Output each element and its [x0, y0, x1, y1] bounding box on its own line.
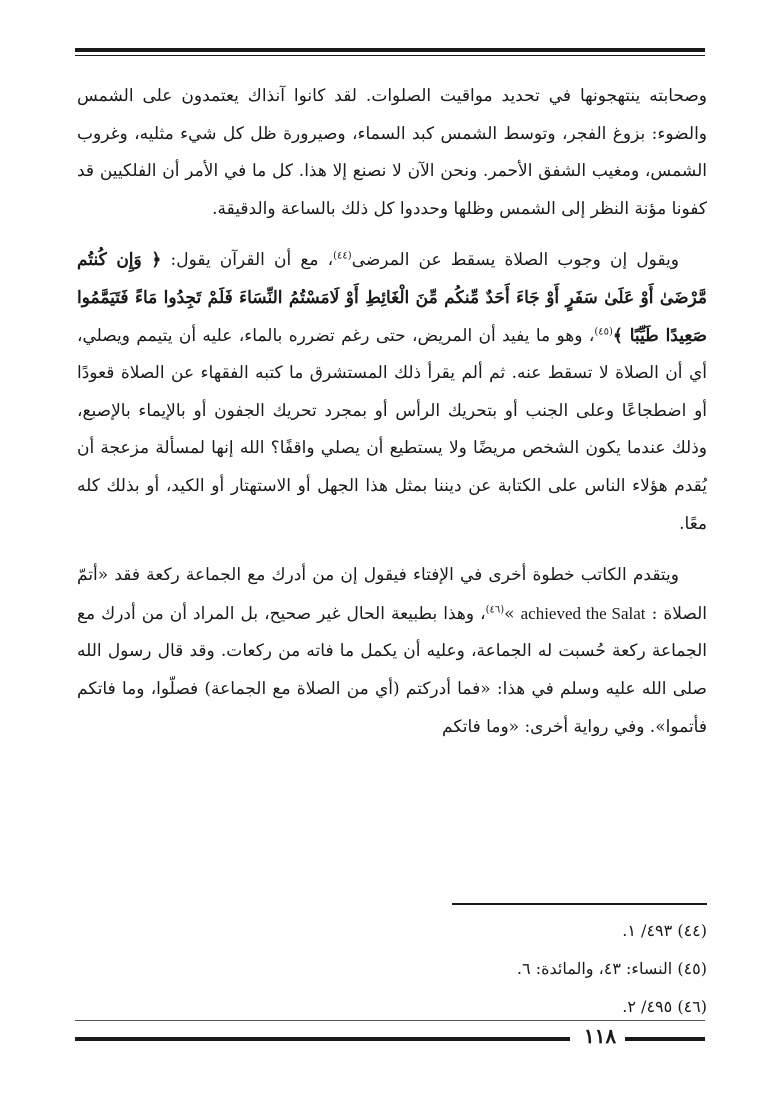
footnote-ref-44: (٤٤)	[333, 250, 352, 262]
page-footer	[75, 1020, 705, 1050]
paragraph-3-part-a: ويتقدم الكاتب خطوة أخرى في الإفتاء فيقول إن من أدرك مع الجماعة ركعة فقد «أتمّ الصلاة :	[77, 565, 708, 624]
footnote-ref-46: (٤٦)	[485, 604, 505, 616]
header-rule	[75, 48, 705, 56]
header-rule-thick	[75, 48, 705, 52]
paragraph-2-part-b: ، مع أن القرآن يقول:	[170, 250, 334, 271]
quran-verse: ﴿ وَإِن كُنتُم مَّرْضَىٰ أَوْ عَلَىٰ سَفَرٍ أَوْ جَاءَ أَحَدٌ مِّنكُم مِّنَ الْغَائِطِ أَوْ لَامَسْتُمُ النِّسَاءَ فَلَمْ تَجِدُوا مَاءً فَتَيَمَّمُوا صَعِيدًا طَيِّبًا ﴾	[77, 250, 707, 346]
footer-bar-left	[75, 1037, 570, 1041]
latin-phrase: achieved the Salat	[520, 603, 646, 623]
main-text	[77, 78, 707, 746]
header-rule-thin	[75, 55, 705, 56]
footnote-46: (٤٦) ٤٩٥/ ٢.	[622, 997, 707, 1016]
footnote-44: (٤٤) ٤٩٣/ ١.	[622, 921, 707, 940]
paragraph-3-part-c: ، وهذا بطبيعة الحال غير صحيح، بل المراد أن من أدرك مع الجماعة ركعة حُسبت له الجماعة، وعليه أن يكمل ما فاته من ركعات. وقد قال رسول الله صلى الله عليه وسلم في هذا: «فما أدركتم (أي من الصلاة مع الجماعة) فصلّوا، وما فاتكم فأتموا». وفي رواية أخرى: «وما فاتكم	[77, 603, 707, 737]
footer-bar-right	[625, 1037, 705, 1041]
footer-hairline	[75, 1020, 705, 1021]
paragraph-2-part-a: ويقول إن وجوب الصلاة يسقط عن المرضى	[351, 250, 680, 271]
footnote-separator	[452, 903, 707, 905]
paragraph-3-quote-close: »	[504, 603, 515, 624]
paragraph-1: وصحابته ينتهجونها في تحديد مواقيت الصلوات. لقد كانوا آنذاك يعتمدون على الشمس والضوء: بزوغ الفجر، وتوسط الشمس كبد السماء، وصيرورة ظل كل شيء مثليه، وغروب الشمس، ومغيب الشفق الأحمر. ونحن الآن لا نصنع إلا هذا. كل ما في الأمر أن الفلكيين قد كفونا مؤنة النظر إلى الشمس وظلها وحددوا كل ذلك بالساعة والدقيقة.	[77, 86, 707, 219]
paragraph-2	[77, 242, 707, 543]
page-number: ١١٨	[583, 1024, 617, 1048]
footnote-45: (٤٥) النساء: ٤٣، والمائدة: ٦.	[516, 959, 707, 978]
paragraph-2-part-c: ، وهو ما يفيد أن المريض، حتى رغم تضرره بالماء، عليه أن يتيمم ويصلي، أي أن الصلاة لا تسقط عنه. ثم ألم يقرأ ذلك المستشرق ما كتبه الفقهاء عن الصلاة قعودًا أو اضطجاعًا وعلى الجنب أو بتحريك الرأس أو بمجرد تحريك الجفون أو بالإيماء بالإصبع، وذلك عندما يكون الشخص مريضًا ولا يستطيع أن يصلي واقفًا؟ الله إنها لمسألة مزعجة أن يُقدم هؤلاء الناس على الكتابة عن ديننا بمثل هذا الجهل أو الاستهتار أو الكيد، أو بذلك كله معًا.	[77, 325, 707, 534]
footnote-ref-45: (٤٥)	[594, 325, 613, 337]
paragraph-3	[77, 557, 707, 746]
footnotes	[77, 912, 707, 1026]
